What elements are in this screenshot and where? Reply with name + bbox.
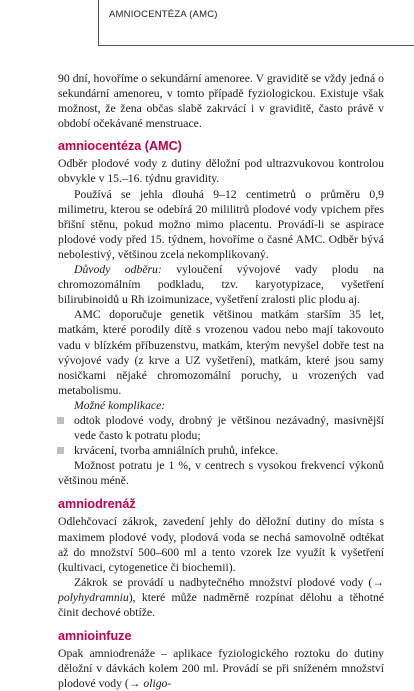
- complications-label: Možné komplikace:: [74, 398, 166, 412]
- intro-paragraph: 90 dní, hovoříme o sekundární amenoree. V graviditě se vždy jedná o sekundární amenoreu, v tomto případě fyziologickou. Existuje však možnost, že žena občas slabě zakrvácí i v graviditě, často právě v období očekávané menstruace.: [58, 72, 384, 131]
- amniodrenaz-indication: Zákrok se provádí u nadbytečného množství plodové vody (→ polyhydramniu), které může nadměrně rozpínat dělohu a těhotné činit dechové obtíže.: [58, 575, 384, 619]
- entry-heading-amniocenteza: amniocentéza (AMC): [58, 139, 182, 154]
- cross-reference-polyhydramnion: polyhydramniu: [58, 590, 129, 604]
- miscarriage-risk: Možnost potratu je 1 %, v centrech s vysokou frekvencí výkonů většinou méně.: [58, 459, 384, 488]
- cross-reference-oligohydramnion: oligo-: [143, 677, 172, 691]
- entry-heading-amnioinfuze: amnioinfuze: [58, 629, 132, 644]
- amniocenteza-indications: AMC doporučuje genetik většinou matkám starším 35 let, matkám, které porodily dítě s vrozenou vadou nebo mají takovouto vadu v blízkém příbuzenstvu, matkám, kterým nevyšel dobře test na vývojové vady (z krve a UZ vyšetření), matkám, které jsou samy nosičkami nějaké chromozomální poruchy, u vrozených vad metabolismu.: [58, 308, 384, 397]
- list-item: odtok plodové vody, drobný je většinou nezávadný, masivnější vede často k potratu plodu;: [58, 413, 384, 443]
- reasons-label: Důvody odběru:: [74, 263, 162, 277]
- entry-heading-amniodrenaz: amniodrenáž: [58, 497, 136, 512]
- running-title: AMNIOCENTÉZA (AMC): [109, 9, 218, 20]
- square-bullet-icon: [57, 417, 64, 424]
- amniocenteza-reasons: [58, 262, 384, 307]
- reasons-text: vyloučení vývojové vady plodu na chromozomálním podkladu, tzv. karyotypizace, vyšetření bilirubinoidů u Rh izoimunizace, vyšetření zralosti plic plodu aj.: [58, 263, 384, 307]
- list-item: krvácení, tvorba amniálních pruhů, infekce.: [58, 443, 384, 458]
- amnioinfuze-definition: Opak amniodrenáže – aplikace fyziologického roztoku do dutiny děložní v dávkách kolem 200 ml. Provádí se při sníženém množství plodové vody (→ oligo-: [58, 647, 384, 691]
- amniodrenaz-definition: Odlehčovací zákrok, zavedení jehly do děložní dutiny do místa s maximem plodové vody, plodová voda se nechá samovolně odtékat až do množství 500–600 ml a tento vzorek lze využít k vyšetření (kultivaci, cytogenetice či biochemii).: [58, 515, 384, 574]
- complications-list: [58, 413, 384, 458]
- amniocenteza-definition: Odběr plodové vody z dutiny děložní pod ultrazvukovou kontrolou obvykle v 15.–16. týdnu gravidity.: [58, 157, 384, 186]
- amniocenteza-procedure: Používá se jehla dlouhá 9–12 centimetrů o průměru 0,9 milimetru, kterou se odebírá 20 mililitrů plodové vody vpichem přes břišní stěnu, pokud možno mimo placentu. Provádí-li se aspirace plodové vody před 15. týdnem, hovoříme o časné AMC. Odběr bývá nebolestivý, většinou zcela nekomplikovaný.: [58, 187, 384, 261]
- square-bullet-icon: [57, 447, 64, 454]
- page-content: [58, 71, 384, 691]
- running-header-box: [98, 0, 414, 46]
